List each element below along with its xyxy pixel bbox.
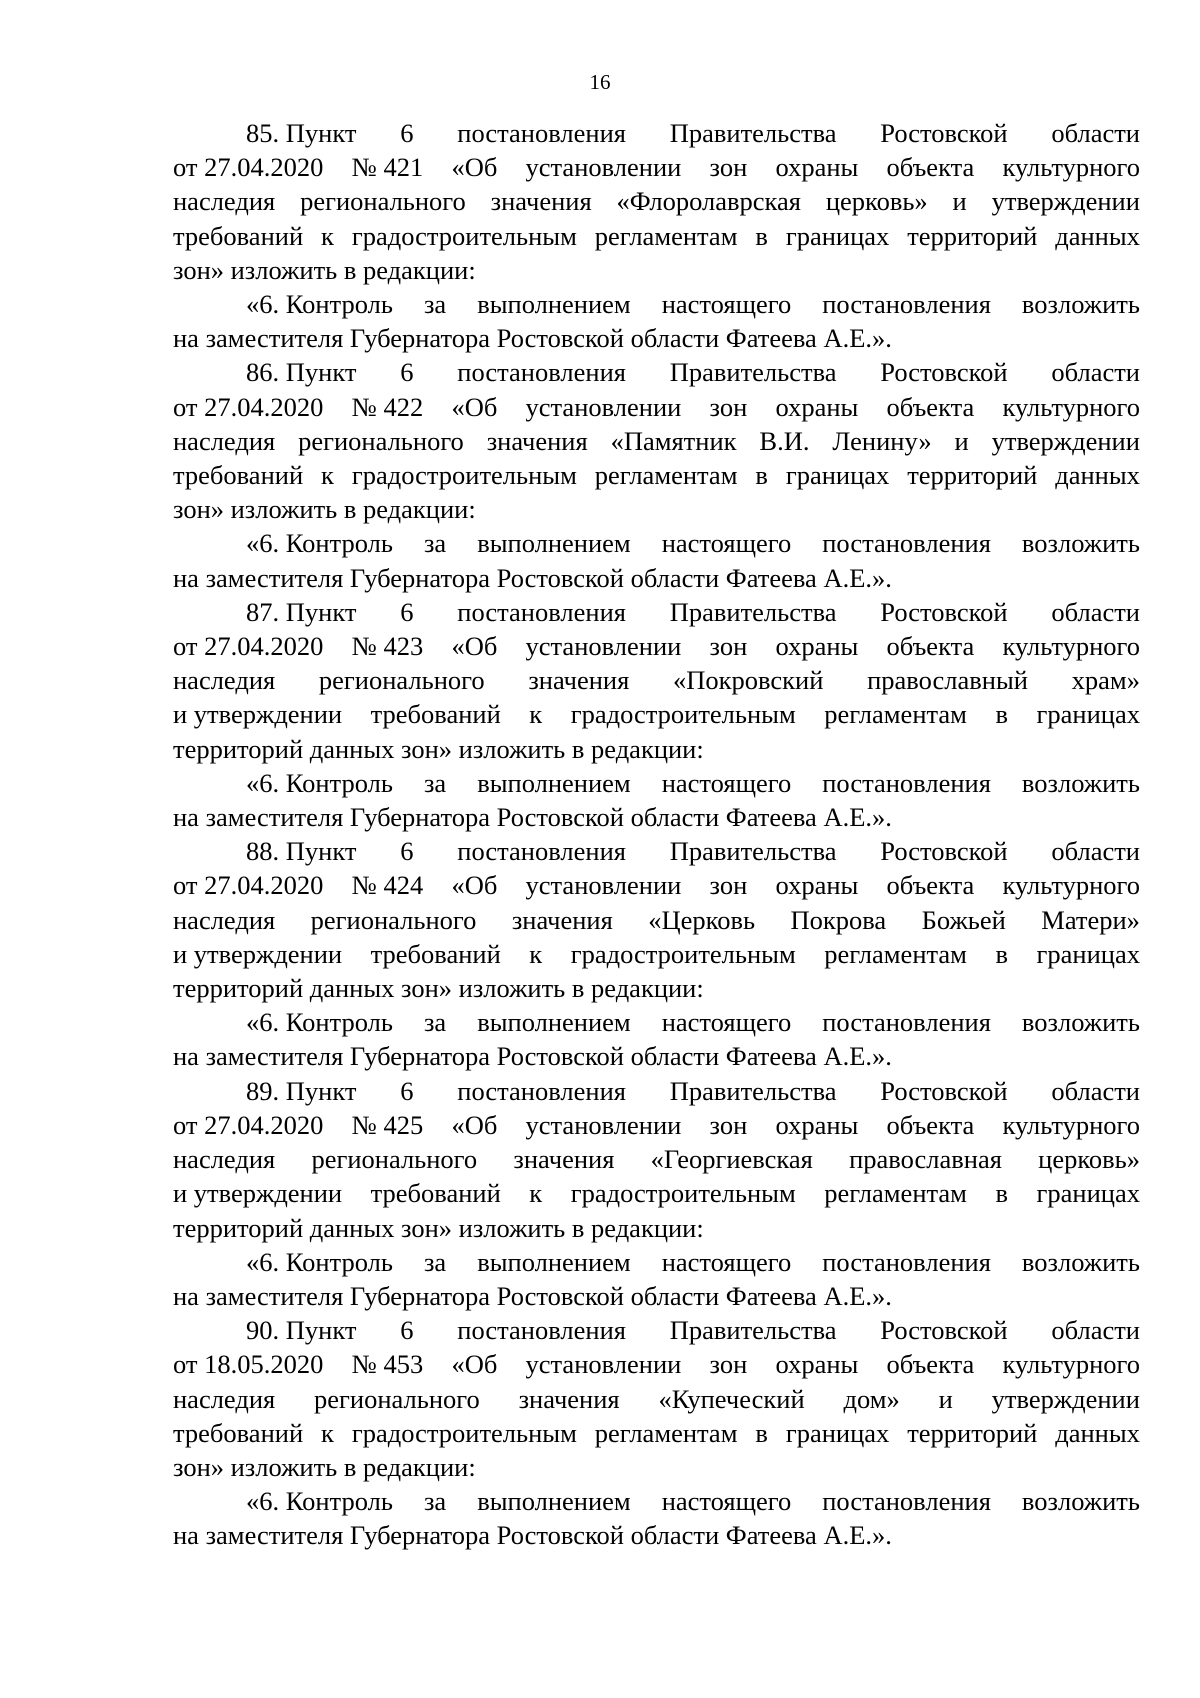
word: охраны [775,1109,859,1140]
line-text: на заместителя Губернатора Ростовской области Фатеева А.Е.». [173,562,892,593]
item-text-line [173,458,1140,492]
word: постановления [457,118,626,148]
word: Правительства [669,118,837,148]
word: регионального [298,425,464,456]
word: объекта [886,631,975,662]
word: требований [370,699,501,730]
word: регионального [310,904,477,935]
word: и [952,186,967,217]
word: 6 [400,836,414,867]
word: от 27.04.2020 [173,1109,324,1140]
word: регламентам [594,220,738,251]
word: установлении [525,152,682,183]
item-heading-line [173,834,1140,868]
word: регионального [311,1144,478,1175]
word: территорий [907,460,1038,491]
item-text-line [173,1108,1140,1142]
word: настоящего [661,1007,792,1038]
word: области [1051,596,1140,627]
word: «Об [451,1349,498,1380]
word: охраны [775,870,859,901]
word: к [529,938,543,969]
word: церковь» [825,186,928,217]
line-text: территорий данных зон» изложить в редакции: [173,973,704,1004]
word: выполнением [477,289,631,320]
item-text-line [173,1176,1140,1210]
word: дом» [843,1383,900,1414]
word: православная [849,1144,1002,1175]
word: территорий [907,220,1038,251]
line-text: зон» изложить в редакции: [173,254,476,285]
word: наследия [173,904,276,935]
word: охраны [775,631,859,662]
word: Правительства [669,1075,837,1106]
item-text-line [173,732,1140,766]
word: «6. Контроль [246,528,393,559]
word: требований [370,938,501,969]
word: и утверждении [173,938,343,969]
word: выполнением [477,1007,631,1038]
word: за [423,767,447,798]
item-text-line [173,150,1140,184]
word: постановления [822,289,991,320]
page-number: 16 [589,70,611,94]
word: в [995,938,1008,969]
item-text-line [173,424,1140,458]
word: градостроительным [351,460,577,491]
item-heading-line [173,116,1140,150]
word: объекта [886,870,975,901]
line-text: на заместителя Губернатора Ростовской области Фатеева А.Е.». [173,802,892,833]
quote-line [173,1039,1140,1073]
word: В.И. [759,425,810,456]
word: значения [513,1144,615,1175]
quote-line [173,287,1140,321]
word: и утверждении [173,1178,343,1209]
word: установлении [525,631,682,662]
word: наследия [173,665,276,696]
word: зон [709,1349,748,1380]
word: регионального [314,1383,480,1414]
word: градостроительным [570,938,796,969]
word: в [995,699,1008,730]
word: № 423 [351,631,424,662]
word: регламентам [824,699,967,730]
word: установлении [525,1349,682,1380]
word: территорий [907,1417,1038,1448]
word: области [1051,118,1140,148]
line-text: на заместителя Губернатора Ростовской области Фатеева А.Е.». [173,1520,892,1551]
word: «Церковь [648,904,756,935]
word: градостроительным [351,1417,577,1448]
amendment-item [173,1313,1140,1552]
word: и утверждении [173,699,343,730]
amendment-item [173,595,1140,834]
word: настоящего [661,528,792,559]
item-heading-line [173,595,1140,629]
word: 6 [400,118,414,148]
item-text-line [173,1211,1140,1245]
word: требований [173,1417,304,1448]
word: Божьей [921,904,1006,935]
item-text-line [173,1382,1140,1416]
word: границах [1036,938,1140,969]
item-text-line [173,971,1140,1005]
word: области [1051,1315,1140,1346]
word: «Памятник [610,425,737,456]
word: Правительства [669,357,837,388]
amendment-item [173,1074,1140,1313]
quote-line [173,561,1140,595]
word: градостроительным [351,220,577,251]
word: постановления [457,1075,626,1106]
item-text-line [173,629,1140,663]
word: значения [528,665,630,696]
word: регламентам [594,460,738,491]
word: выполнением [477,1246,631,1277]
word: № 424 [351,870,424,901]
word: границах [785,220,890,251]
word: 88. Пункт [246,836,357,867]
item-heading-line [173,1074,1140,1108]
word: данных [1055,220,1140,251]
quote-line [173,321,1140,355]
item-text-line [173,1450,1140,1484]
word: № 421 [351,152,424,183]
word: постановления [822,528,991,559]
word: в [995,1178,1008,1209]
word: 86. Пункт [246,357,357,388]
word: Ростовской [880,836,1008,867]
word: регламентам [594,1417,738,1448]
amendment-item [173,834,1140,1073]
word: значения [490,186,592,217]
word: зон [709,870,748,901]
quote-line [173,1518,1140,1552]
word: области [1051,357,1140,388]
quote-line [173,1005,1140,1039]
item-text-line [173,219,1140,253]
word: градостроительным [570,699,796,730]
item-text-line [173,1347,1140,1381]
item-text-line [173,1142,1140,1176]
word: утверждении [991,425,1140,456]
line-text: на заместителя Губернатора Ростовской области Фатеева А.Е.». [173,323,892,354]
word: Правительства [669,1315,837,1346]
word: «6. Контроль [246,1007,393,1038]
word: охраны [775,1349,859,1380]
word: данных [1055,460,1140,491]
word: требований [370,1178,501,1209]
amendment-item [173,116,1140,355]
word: наследия [173,425,276,456]
word: границах [1036,699,1140,730]
item-text-line [173,253,1140,287]
word: наследия [173,1144,276,1175]
word: за [423,1007,447,1038]
word: Ростовской [880,357,1008,388]
document-body [173,116,1140,1553]
amendment-item [173,355,1140,594]
item-text-line [173,868,1140,902]
word: 85. Пункт [246,118,357,148]
line-text: зон» изложить в редакции: [173,494,476,525]
word: «Флоролаврская [616,186,801,217]
line-text: на заместителя Губернатора Ростовской области Фатеева А.Е.». [173,1041,892,1072]
word: к [321,220,334,251]
word: постановления [822,1007,991,1038]
word: возложить [1021,1007,1140,1038]
word: «6. Контроль [246,767,393,798]
word: «Купеческий [658,1383,805,1414]
word: наследия [173,186,276,217]
word: 89. Пункт [246,1075,357,1106]
word: «Об [451,1109,498,1140]
word: культурного [1002,870,1140,901]
word: границах [785,460,890,491]
word: культурного [1002,152,1140,183]
quote-line [173,766,1140,800]
word: от 27.04.2020 [173,870,324,901]
word: объекта [886,1349,975,1380]
word: от 18.05.2020 [173,1349,324,1380]
item-heading-line [173,1313,1140,1347]
word: от 27.04.2020 [173,391,324,422]
word: постановления [822,1486,991,1517]
word: настоящего [661,289,792,320]
word: постановления [457,1315,626,1346]
word: за [423,1246,447,1277]
word: храм» [1071,665,1140,696]
word: установлении [525,391,682,422]
word: Покрова [790,904,887,935]
item-text-line [173,903,1140,937]
word: «6. Контроль [246,289,393,320]
word: Ленину» [832,425,932,456]
line-text: зон» изложить в редакции: [173,1451,476,1482]
word: культурного [1002,1349,1140,1380]
word: регламентам [824,1178,967,1209]
word: за [423,1486,447,1517]
word: настоящего [661,1486,792,1517]
word: выполнением [477,1486,631,1517]
word: № 422 [351,391,424,422]
word: в [755,220,768,251]
word: к [321,1417,334,1448]
word: к [529,1178,543,1209]
word: наследия [173,1383,276,1414]
word: в [755,460,768,491]
word: регламентам [824,938,967,969]
word: культурного [1002,1109,1140,1140]
word: церковь» [1038,1144,1140,1175]
word: «6. Контроль [246,1246,393,1277]
word: 87. Пункт [246,596,357,627]
word: «Покровский [673,665,824,696]
quote-line [173,1484,1140,1518]
word: значения [518,1383,620,1414]
word: значения [486,425,588,456]
word: и [954,425,969,456]
word: настоящего [661,767,792,798]
word: «Георгиевская [650,1144,813,1175]
word: объекта [886,391,975,422]
word: № 425 [351,1109,424,1140]
word: требований [173,460,304,491]
word: охраны [775,391,859,422]
word: культурного [1002,631,1140,662]
word: православный [867,665,1028,696]
word: 90. Пункт [246,1315,357,1346]
word: «Об [451,870,498,901]
word: Правительства [669,596,837,627]
word: области [1051,1075,1140,1106]
word: Правительства [669,836,837,867]
item-text-line [173,937,1140,971]
word: области [1051,836,1140,867]
item-heading-line [173,355,1140,389]
word: в [755,1417,768,1448]
word: настоящего [661,1246,792,1277]
word: Матери» [1041,904,1140,935]
word: «Об [451,631,498,662]
word: 6 [400,1315,414,1346]
item-text-line [173,492,1140,526]
word: значения [511,904,613,935]
word: Ростовской [880,118,1008,148]
word: установлении [525,1109,682,1140]
item-text-line [173,697,1140,731]
word: возложить [1021,1246,1140,1277]
word: выполнением [477,528,631,559]
line-text: территорий данных зон» изложить в редакции: [173,1212,704,1243]
word: постановления [457,357,626,388]
item-text-line [173,184,1140,218]
line-text: территорий данных зон» изложить в редакции: [173,733,704,764]
word: возложить [1021,289,1140,320]
word: требований [173,220,304,251]
word: Ростовской [880,1315,1008,1346]
word: культурного [1002,391,1140,422]
word: Ростовской [880,1075,1008,1106]
word: границах [1036,1178,1140,1209]
quote-line [173,800,1140,834]
word: за [423,289,447,320]
line-text: на заместителя Губернатора Ростовской области Фатеева А.Е.». [173,1280,892,1311]
word: «Об [451,152,498,183]
word: выполнением [477,767,631,798]
quote-line [173,1279,1140,1313]
word: «6. Контроль [246,1486,393,1517]
word: регионального [318,665,485,696]
word: постановления [822,1246,991,1277]
word: зон [709,631,748,662]
word: объекта [886,152,975,183]
word: от 27.04.2020 [173,152,324,183]
word: № 453 [351,1349,424,1380]
word: Ростовской [880,596,1008,627]
word: 6 [400,357,414,388]
word: регионального [300,186,466,217]
word: объекта [886,1109,975,1140]
item-text-line [173,663,1140,697]
word: возложить [1021,767,1140,798]
quote-line [173,526,1140,560]
word: данных [1055,1417,1140,1448]
quote-line [173,1245,1140,1279]
word: к [529,699,543,730]
word: и [938,1383,953,1414]
word: установлении [525,870,682,901]
word: за [423,528,447,559]
word: от 27.04.2020 [173,631,324,662]
word: зон [709,152,748,183]
word: «Об [451,391,498,422]
item-text-line [173,390,1140,424]
word: зон [709,1109,748,1140]
word: 6 [400,1075,414,1106]
word: возложить [1021,528,1140,559]
word: зон [709,391,748,422]
word: 6 [400,596,414,627]
word: возложить [1021,1486,1140,1517]
word: постановления [822,767,991,798]
word: к [321,460,334,491]
word: градостроительным [570,1178,796,1209]
item-text-line [173,1416,1140,1450]
word: границах [785,1417,890,1448]
word: утверждении [991,186,1140,217]
word: охраны [775,152,859,183]
word: постановления [457,596,626,627]
word: постановления [457,836,626,867]
word: утверждении [991,1383,1140,1414]
